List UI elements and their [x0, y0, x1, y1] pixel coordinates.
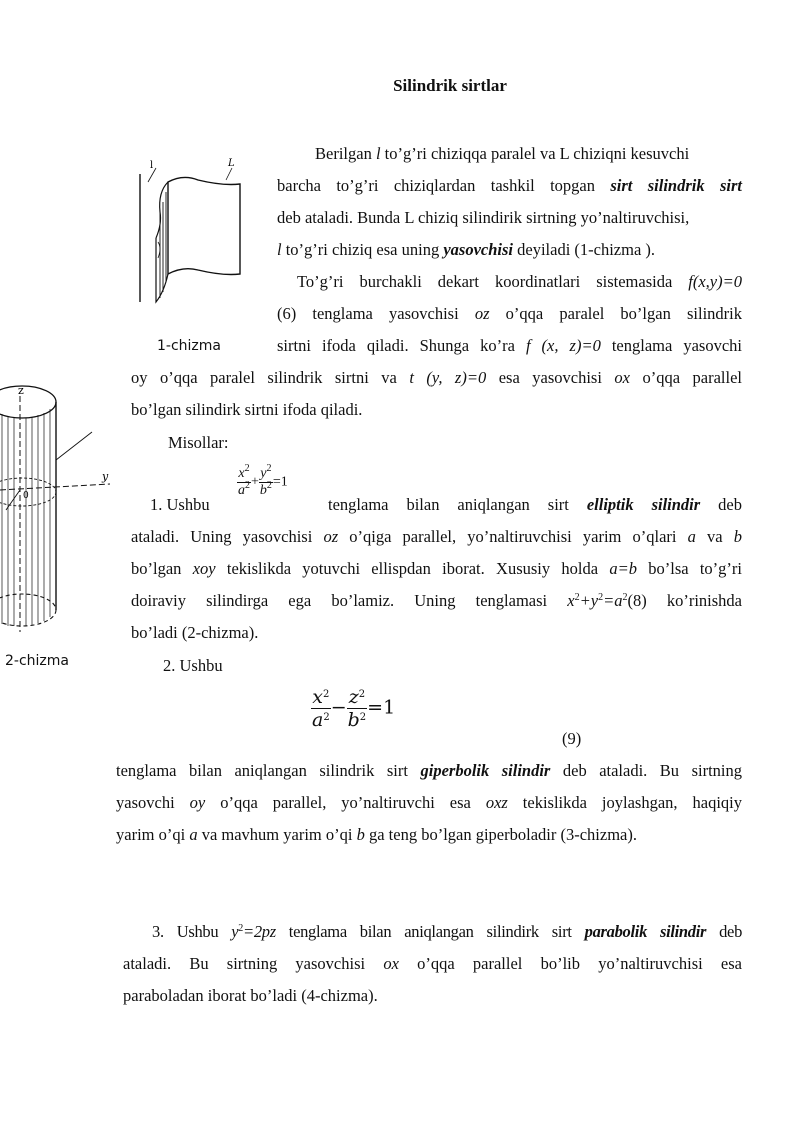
p2-line-5: bo’lgan silindirk sirtni ifoda qiladi.	[131, 400, 363, 419]
ex3-line-2: ataladi. Bu sirtning yasovchisi ox o’qqa parallel bo’lib yo’naltiruvchisi esa	[123, 954, 742, 973]
figure-1-cylinder-sheet	[128, 152, 258, 322]
page-title: Silindrik sirtlar	[393, 76, 507, 95]
p2-line-1: To’g’ri burchakli dekart koordinatlari sistemasida f(x,y)=0	[297, 272, 742, 291]
p2-line-3: sirtni ifoda qiladi. Shunga ko’ra f (x, z)=0 tenglama yasovchi	[277, 336, 742, 355]
ex2-line-3: yarim o’qi a va mavhum yarim o’qi b ga teng bo’lgan giperboladir (3-chizma).	[116, 825, 637, 844]
p1-line-2: barcha to’g’ri chiziqlardan tashkil topgan sirt silindrik sirt	[277, 176, 742, 195]
p2-line-2: (6) tenglama yasovchisi oz o’qqa paralel bo’lgan silindrik	[277, 304, 742, 323]
ex1-equation: $\frac{x^2}{a^2}$ + $\frac{y^2}{b^2}$ =1	[238, 463, 288, 498]
fig1-label-l: l	[150, 160, 154, 171]
ex1-line-5: bo’ladi (2-chizma).	[131, 623, 259, 642]
fig2-label-origin: 0	[23, 491, 29, 501]
p1-line-1: Berilgan l to’g’ri chiziqqa paralel va L chiziqni kesuvchi	[315, 144, 690, 163]
p2-line-4: oy o’qqa paralel silindrik sirtni va t (y, z)=0 esa yasovchisi ox o’qqa parallel	[131, 368, 742, 387]
figure-2-caption: 2-chizma	[5, 653, 69, 669]
ex1-line-3: bo’lgan xoy tekislikda yotuvchi ellispdan iborat. Xususiy holda a=b bo’lsa to’g’ri	[131, 559, 742, 578]
p1-line-4: l to’g’ri chiziq esa uning yasovchisi deyiladi (1-chizma ).	[277, 240, 656, 259]
ex2-line-1: tenglama bilan aniqlangan silindrik sirt giperbolik silindir deb ataladi. Bu sirtning	[116, 761, 742, 780]
fig2-label-z: z	[18, 384, 24, 397]
figure-1-caption: 1-chizma	[157, 338, 221, 354]
ex1-number: 1. Ushbu	[150, 495, 210, 514]
ex2-equation-number: (9)	[562, 729, 582, 748]
figure-2-circular-cylinder	[0, 372, 118, 642]
ex2-equation: $\frac{x^2}{a^2}$ − $\frac{z^2}{b^2}$ =1	[312, 686, 396, 731]
p1-line-3: deb ataladi. Bunda L chiziq silindirik sirtning yo’naltiruvchisi,	[277, 208, 690, 227]
fig2-label-y: y	[102, 470, 109, 483]
ex3-line-1: 3. Ushbu $y^2=2pz$ tenglama bilan aniqlangan silindirk sirt parabolik silindir deb	[152, 922, 743, 941]
misollar-heading: Misollar:	[168, 433, 229, 452]
ex3-line-3: paraboladan iborat bo’ladi (4-chizma).	[123, 986, 378, 1005]
ex1-line-1: tenglama bilan aniqlangan sirt elliptik silindir deb	[328, 495, 742, 514]
ex2-heading: 2. Ushbu	[163, 656, 223, 675]
fig1-label-L: L	[228, 158, 235, 169]
ex2-line-2: yasovchi oy o’qqa parallel, yo’naltiruvchi esa oxz tekislikda joylashgan, haqiqiy	[116, 793, 743, 812]
ex1-line-2: ataladi. Uning yasovchisi oz o’qiga parallel, yo’naltiruvchisi yarim o’qlari a va b	[131, 527, 742, 546]
ex1-line-4: doiraviy silindirga ega bo’lamiz. Uning tenglamasi $x^2+y^2=a^2(8)$ ko’rinishda	[131, 591, 742, 610]
